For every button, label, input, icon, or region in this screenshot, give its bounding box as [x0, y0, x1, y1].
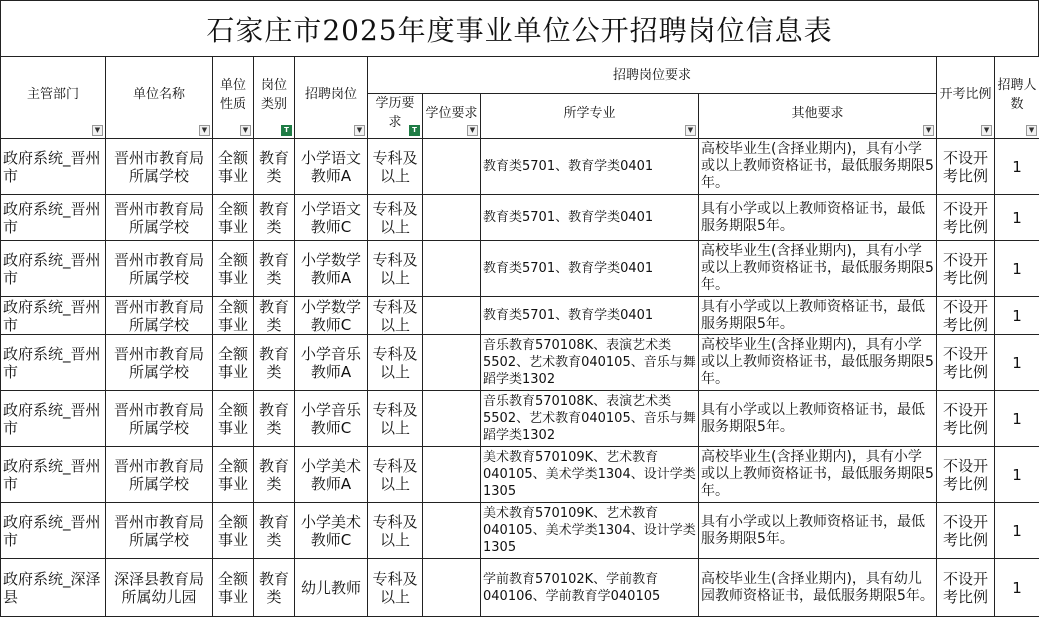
positions-table	[0, 56, 1039, 617]
cell-unit[interactable]: 深泽县教育局所属幼儿园	[106, 559, 213, 617]
cell-unit[interactable]: 晋州市教育局所属学校	[106, 297, 213, 335]
dropdown-arrow-icon[interactable]: ▼	[981, 125, 992, 136]
dropdown-arrow-icon[interactable]: ▼	[685, 125, 696, 136]
cell-dept[interactable]: 政府系统_深泽县	[1, 559, 106, 617]
cell-education[interactable]: 专科及以上	[368, 503, 423, 559]
cell-education[interactable]: 专科及以上	[368, 391, 423, 447]
cell-nature[interactable]: 全额事业	[213, 195, 254, 241]
header-unit-label: 单位名称	[108, 85, 210, 110]
cell-count[interactable]: 1	[995, 335, 1039, 391]
header-requirements-group	[368, 57, 937, 94]
header-requirements-label: 招聘岗位要求	[613, 68, 691, 83]
cell-other[interactable]: 高校毕业生(含择业期内)，具有小学或以上教师资格证书，最低服务期限5年。	[699, 335, 937, 391]
cell-category[interactable]: 教育类	[254, 447, 295, 503]
dropdown-arrow-icon[interactable]: ▼	[1026, 125, 1037, 136]
header-dept-label: 主管部门	[3, 85, 103, 110]
cell-category[interactable]: 教育类	[254, 335, 295, 391]
cell-post[interactable]: 小学语文教师A	[295, 139, 368, 195]
cell-category[interactable]: 教育类	[254, 297, 295, 335]
header-other-label: 其他要求	[701, 104, 934, 129]
cell-ratio[interactable]: 不设开考比例	[937, 335, 995, 391]
filter-active-icon[interactable]: T	[281, 125, 292, 136]
cell-post[interactable]: 小学美术教师C	[295, 503, 368, 559]
cell-category[interactable]: 教育类	[254, 503, 295, 559]
cell-ratio[interactable]: 不设开考比例	[937, 391, 995, 447]
cell-dept[interactable]: 政府系统_晋州市	[1, 447, 106, 503]
header-dept	[1, 57, 106, 139]
cell-other[interactable]: 具有小学或以上教师资格证书，最低服务期限5年。	[699, 391, 937, 447]
cell-unit[interactable]: 晋州市教育局所属学校	[106, 195, 213, 241]
cell-count[interactable]: 1	[995, 447, 1039, 503]
header-category	[254, 57, 295, 139]
cell-other[interactable]: 具有小学或以上教师资格证书，最低服务期限5年。	[699, 297, 937, 335]
cell-education[interactable]: 专科及以上	[368, 139, 423, 195]
header-post	[295, 57, 368, 139]
cell-category[interactable]: 教育类	[254, 195, 295, 241]
cell-degree[interactable]	[423, 241, 481, 297]
cell-major[interactable]: 学前教育570102K、学前教育040106、学前教育学040105	[481, 559, 699, 617]
cell-degree[interactable]	[423, 195, 481, 241]
header-education-label: 学历要求	[370, 94, 420, 138]
cell-ratio[interactable]: 不设开考比例	[937, 503, 995, 559]
table-row	[1, 391, 1039, 447]
cell-education[interactable]: 专科及以上	[368, 447, 423, 503]
cell-ratio[interactable]: 不设开考比例	[937, 297, 995, 335]
table-row	[1, 241, 1039, 297]
cell-count[interactable]: 1	[995, 139, 1039, 195]
cell-education[interactable]: 专科及以上	[368, 559, 423, 617]
cell-other[interactable]: 具有小学或以上教师资格证书，最低服务期限5年。	[699, 503, 937, 559]
cell-education[interactable]: 专科及以上	[368, 335, 423, 391]
dropdown-arrow-icon[interactable]: ▼	[467, 125, 478, 136]
cell-nature[interactable]: 全额事业	[213, 503, 254, 559]
cell-education[interactable]: 专科及以上	[368, 297, 423, 335]
cell-major[interactable]: 教育类5701、教育学类0401	[481, 139, 699, 195]
cell-dept[interactable]: 政府系统_晋州市	[1, 503, 106, 559]
cell-major[interactable]: 教育类5701、教育学类0401	[481, 297, 699, 335]
cell-count[interactable]: 1	[995, 297, 1039, 335]
cell-post[interactable]: 小学数学教师C	[295, 297, 368, 335]
cell-post[interactable]: 幼儿教师	[295, 559, 368, 617]
cell-dept[interactable]: 政府系统_晋州市	[1, 195, 106, 241]
cell-degree[interactable]	[423, 503, 481, 559]
cell-degree[interactable]	[423, 335, 481, 391]
cell-other[interactable]: 高校毕业生(含择业期内)，具有小学或以上教师资格证书，最低服务期限5年。	[699, 241, 937, 297]
cell-major[interactable]: 音乐教育570108K、表演艺术类5502、艺术教育040105、音乐与舞蹈学类1302	[481, 335, 699, 391]
cell-other[interactable]: 高校毕业生(含择业期内)，具有小学或以上教师资格证书，最低服务期限5年。	[699, 447, 937, 503]
cell-major[interactable]: 美术教育570109K、艺术教育040105、美术学类1304、设计学类1305	[481, 447, 699, 503]
cell-nature[interactable]: 全额事业	[213, 139, 254, 195]
table-row	[1, 139, 1039, 195]
header-degree	[423, 94, 481, 139]
header-degree-label: 学位要求	[425, 104, 478, 129]
header-category-label: 岗位类别	[256, 76, 292, 120]
cell-dept[interactable]: 政府系统_晋州市	[1, 297, 106, 335]
cell-count[interactable]: 1	[995, 503, 1039, 559]
table-row	[1, 503, 1039, 559]
cell-nature[interactable]: 全额事业	[213, 297, 254, 335]
cell-category[interactable]: 教育类	[254, 559, 295, 617]
header-major	[481, 94, 699, 139]
header-ratio-label: 开考比例	[939, 85, 992, 110]
cell-education[interactable]: 专科及以上	[368, 195, 423, 241]
header-post-label: 招聘岗位	[297, 85, 365, 110]
cell-unit[interactable]: 晋州市教育局所属学校	[106, 139, 213, 195]
cell-other[interactable]: 高校毕业生(含择业期内)，具有幼儿园教师资格证书，最低服务期限5年。	[699, 559, 937, 617]
cell-nature[interactable]: 全额事业	[213, 335, 254, 391]
cell-degree[interactable]	[423, 297, 481, 335]
table-row	[1, 335, 1039, 391]
header-other	[699, 94, 937, 139]
table-row	[1, 195, 1039, 241]
header-unit	[106, 57, 213, 139]
header-row-1	[1, 57, 1039, 94]
cell-count[interactable]: 1	[995, 241, 1039, 297]
cell-post[interactable]: 小学数学教师A	[295, 241, 368, 297]
cell-unit[interactable]: 晋州市教育局所属学校	[106, 503, 213, 559]
cell-unit[interactable]: 晋州市教育局所属学校	[106, 391, 213, 447]
cell-post[interactable]: 小学音乐教师C	[295, 391, 368, 447]
cell-degree[interactable]	[423, 391, 481, 447]
cell-ratio[interactable]: 不设开考比例	[937, 241, 995, 297]
dropdown-arrow-icon[interactable]: ▼	[199, 125, 210, 136]
cell-count[interactable]: 1	[995, 195, 1039, 241]
cell-degree[interactable]	[423, 447, 481, 503]
cell-dept[interactable]: 政府系统_晋州市	[1, 241, 106, 297]
cell-other[interactable]: 高校毕业生(含择业期内)，具有小学或以上教师资格证书，最低服务期限5年。	[699, 139, 937, 195]
table-row	[1, 447, 1039, 503]
cell-nature[interactable]: 全额事业	[213, 559, 254, 617]
dropdown-arrow-icon[interactable]: ▼	[354, 125, 365, 136]
cell-category[interactable]: 教育类	[254, 139, 295, 195]
table-row	[1, 297, 1039, 335]
header-count-label: 招聘人数	[997, 76, 1037, 120]
cell-post[interactable]: 小学语文教师C	[295, 195, 368, 241]
header-major-label: 所学专业	[483, 104, 696, 129]
cell-other[interactable]: 具有小学或以上教师资格证书，最低服务期限5年。	[699, 195, 937, 241]
header-nature-label: 单位性质	[215, 76, 251, 120]
cell-post[interactable]: 小学美术教师A	[295, 447, 368, 503]
cell-unit[interactable]: 晋州市教育局所属学校	[106, 335, 213, 391]
cell-dept[interactable]: 政府系统_晋州市	[1, 335, 106, 391]
cell-count[interactable]: 1	[995, 391, 1039, 447]
header-count	[995, 57, 1039, 139]
header-nature	[213, 57, 254, 139]
cell-dept[interactable]: 政府系统_晋州市	[1, 391, 106, 447]
header-ratio	[937, 57, 995, 139]
cell-nature[interactable]: 全额事业	[213, 447, 254, 503]
cell-major[interactable]: 音乐教育570108K、表演艺术类5502、艺术教育040105、音乐与舞蹈学类1302	[481, 391, 699, 447]
dropdown-arrow-icon[interactable]: ▼	[923, 125, 934, 136]
dropdown-arrow-icon[interactable]: ▼	[240, 125, 251, 136]
cell-unit[interactable]: 晋州市教育局所属学校	[106, 241, 213, 297]
cell-ratio[interactable]: 不设开考比例	[937, 195, 995, 241]
cell-post[interactable]: 小学音乐教师A	[295, 335, 368, 391]
cell-dept[interactable]: 政府系统_晋州市	[1, 139, 106, 195]
cell-category[interactable]: 教育类	[254, 391, 295, 447]
cell-ratio[interactable]: 不设开考比例	[937, 559, 995, 617]
dropdown-arrow-icon[interactable]: ▼	[92, 125, 103, 136]
cell-major[interactable]: 教育类5701、教育学类0401	[481, 195, 699, 241]
cell-ratio[interactable]: 不设开考比例	[937, 447, 995, 503]
cell-ratio[interactable]: 不设开考比例	[937, 139, 995, 195]
cell-education[interactable]: 专科及以上	[368, 241, 423, 297]
cell-nature[interactable]: 全额事业	[213, 391, 254, 447]
cell-nature[interactable]: 全额事业	[213, 241, 254, 297]
cell-major[interactable]: 美术教育570109K、艺术教育040105、美术学类1304、设计学类1305	[481, 503, 699, 559]
cell-category[interactable]: 教育类	[254, 241, 295, 297]
cell-major[interactable]: 教育类5701、教育学类0401	[481, 241, 699, 297]
cell-count[interactable]: 1	[995, 559, 1039, 617]
cell-degree[interactable]	[423, 139, 481, 195]
filter-active-icon[interactable]: T	[409, 125, 420, 136]
header-education	[368, 94, 423, 139]
sheet-title: 石家庄市2025年度事业单位公开招聘岗位信息表	[0, 0, 1039, 56]
cell-unit[interactable]: 晋州市教育局所属学校	[106, 447, 213, 503]
